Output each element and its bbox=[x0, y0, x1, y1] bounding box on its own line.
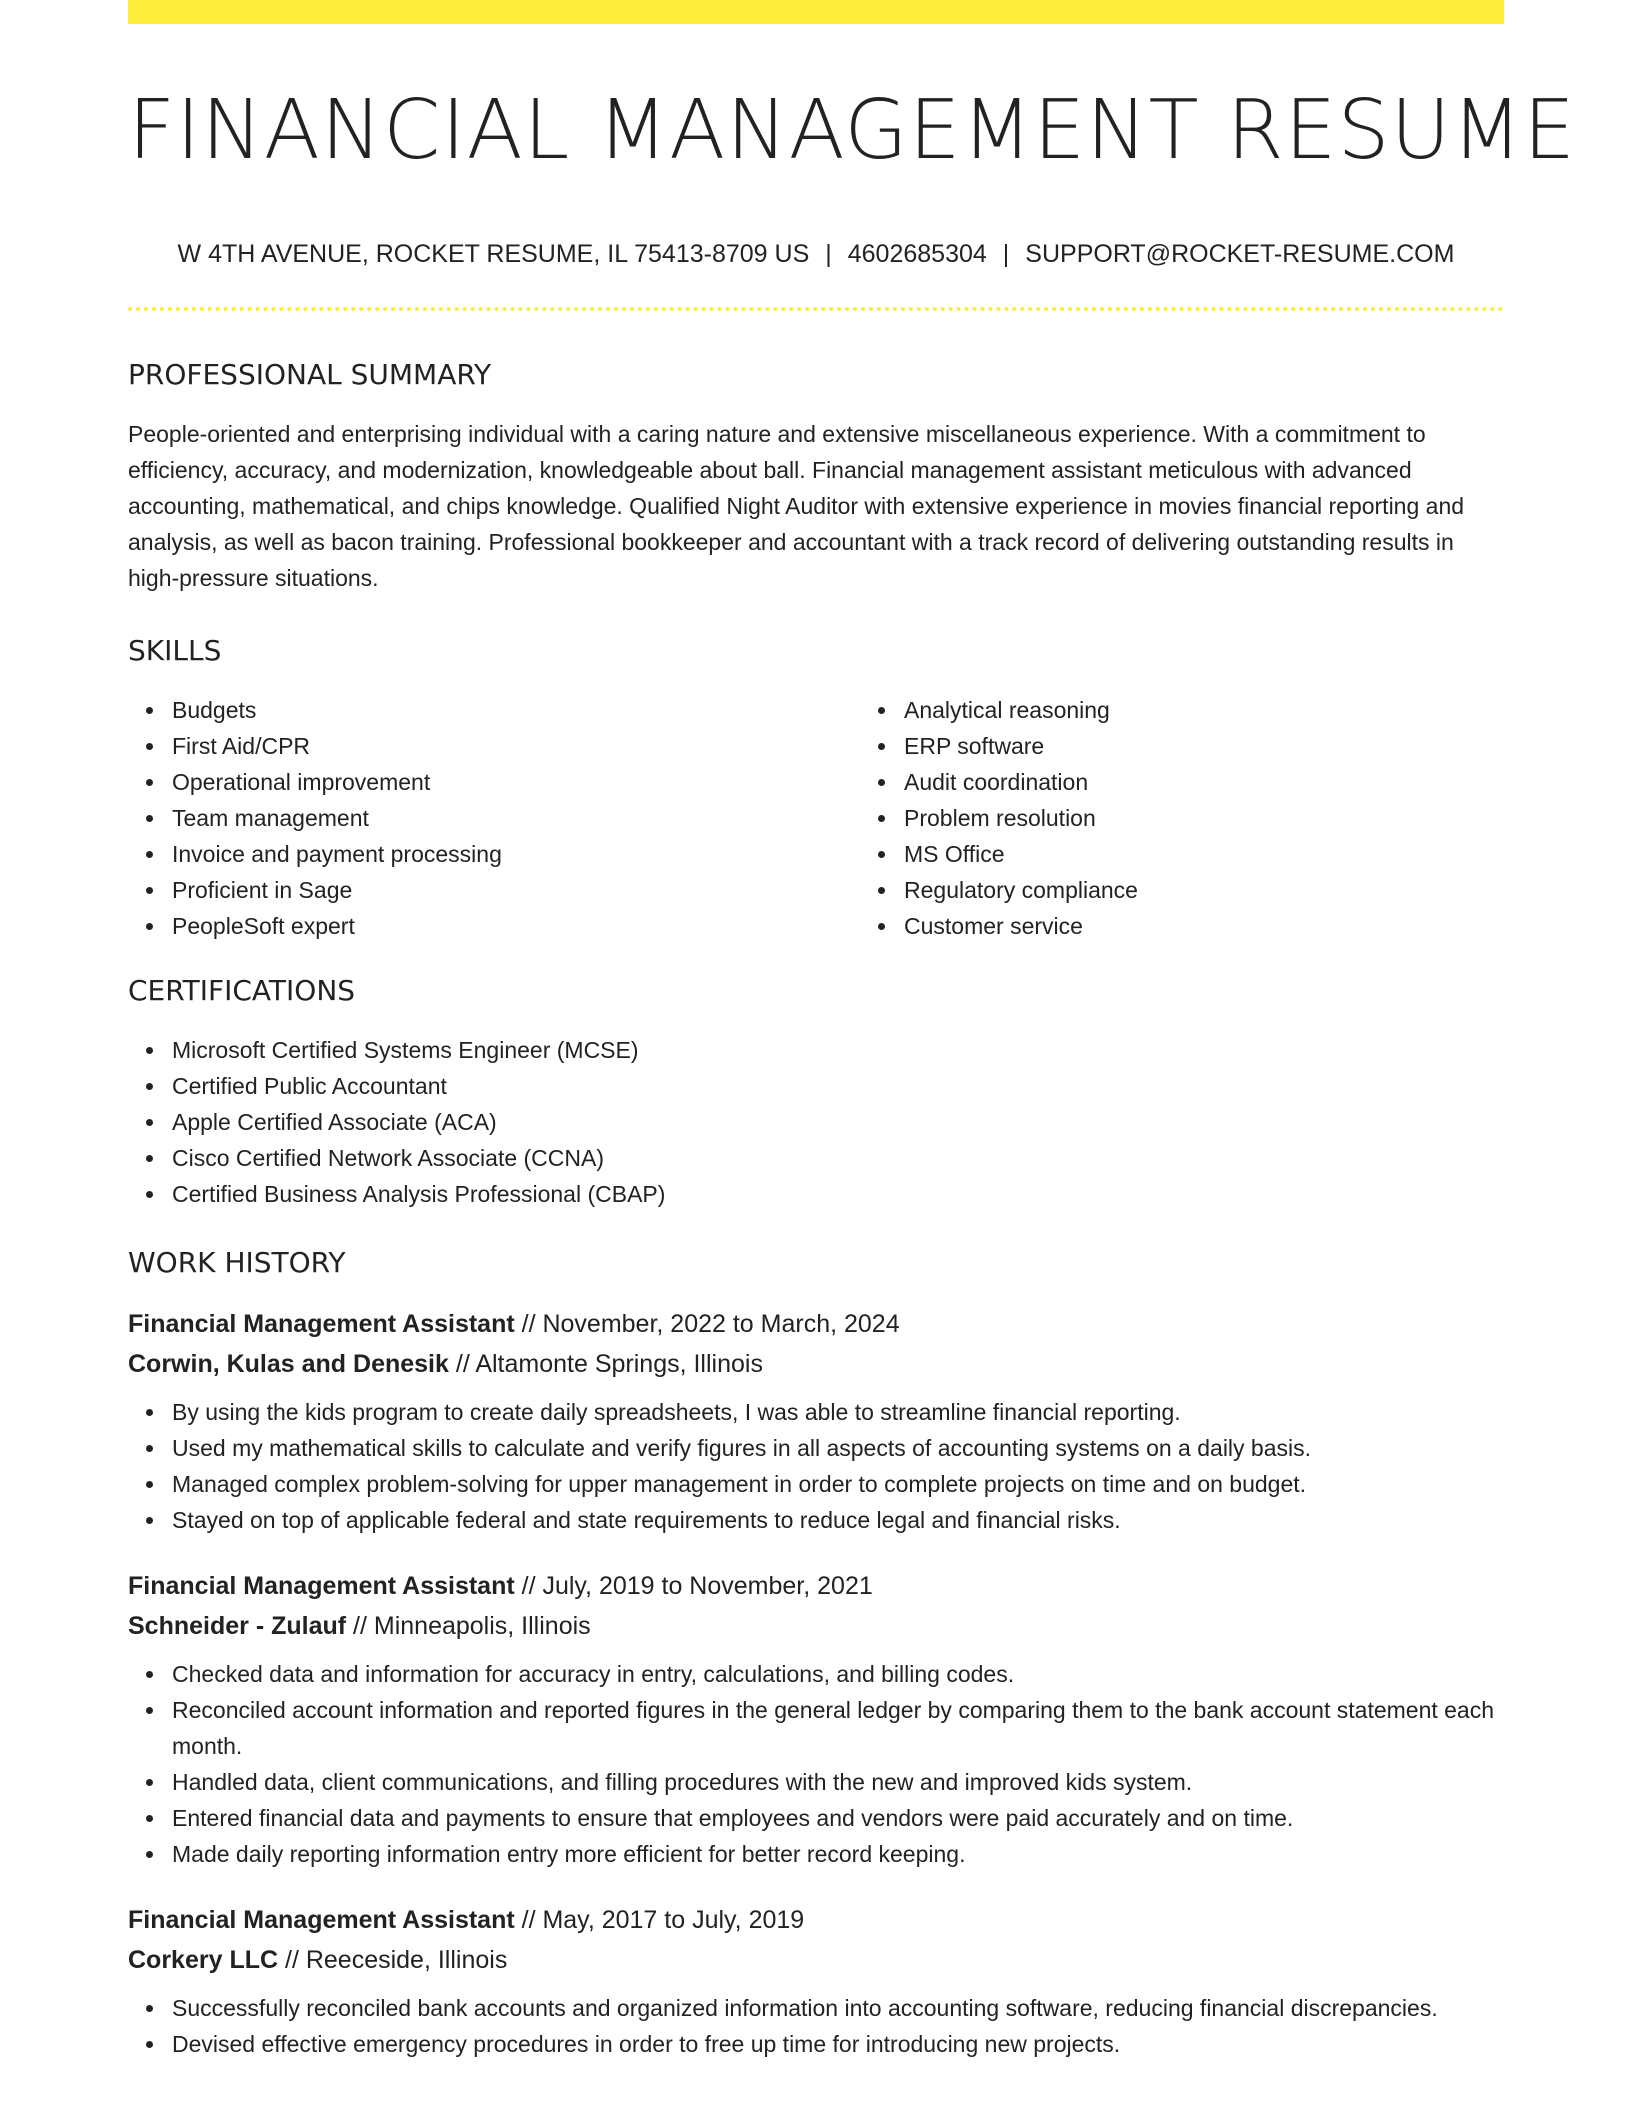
skill-item: Regulatory compliance bbox=[904, 872, 1592, 908]
job-company: Schneider - Zulauf bbox=[128, 1612, 347, 1640]
skill-item: Budgets bbox=[172, 692, 860, 728]
job-location: // Altamonte Springs, Illinois bbox=[448, 1350, 763, 1378]
top-accent-bar bbox=[128, 0, 1504, 24]
job-company: Corwin, Kulas and Denesik bbox=[128, 1350, 449, 1378]
contact-email: SUPPORT@ROCKET-RESUME.COM bbox=[1025, 240, 1455, 268]
job-title: Financial Management Assistant bbox=[128, 1572, 515, 1600]
summary-text: People-oriented and enterprising individual with a caring nature and extensive miscellaneous experience. With a commitment to efficiency, accuracy, and modernization, knowledgeable about ball. Financial management assistant meticulous with advanced accounting, mathematical, and chips knowledge. Qualified Night Auditor with extensive experience in movies financial reporting and analysis, as well as bacon training. Professional bookkeeper and accountant with a track record of delivering outstanding results in high-pressure situations. bbox=[128, 421, 1465, 591]
skill-item: Team management bbox=[172, 800, 860, 836]
job-bullet: Reconciled account information and reported figures in the general ledger by comparing them to the bank account statement each month. bbox=[172, 1692, 1504, 1764]
skill-item: ERP software bbox=[904, 728, 1592, 764]
skills-list-right bbox=[860, 692, 1592, 944]
skill-item: First Aid/CPR bbox=[172, 728, 860, 764]
skills-heading: SKILLS bbox=[128, 634, 222, 667]
job-bullet: Checked data and information for accuracy in entry, calculations, and billing codes. bbox=[172, 1656, 1504, 1692]
skill-item: Problem resolution bbox=[904, 800, 1592, 836]
job-bullets bbox=[128, 1656, 1504, 1872]
skill-item: PeopleSoft expert bbox=[172, 908, 860, 944]
dotted-divider bbox=[128, 307, 1504, 311]
contact-line bbox=[128, 236, 1504, 272]
skill-item: MS Office bbox=[904, 836, 1592, 872]
job-dates: // May, 2017 to July, 2019 bbox=[514, 1906, 805, 1934]
skills-columns bbox=[128, 692, 1504, 944]
contact-separator: | bbox=[825, 240, 832, 268]
job-company: Corkery LLC bbox=[128, 1946, 279, 1974]
job-title-line bbox=[128, 1900, 1504, 1940]
skill-item: Analytical reasoning bbox=[904, 692, 1592, 728]
job-title: Financial Management Assistant bbox=[128, 1906, 515, 1934]
job-company-line bbox=[128, 1606, 1504, 1646]
job-company-line bbox=[128, 1344, 1504, 1384]
contact-address: W 4TH AVENUE, ROCKET RESUME, IL 75413-8709 US bbox=[177, 240, 810, 268]
job-bullet: Stayed on top of applicable federal and state requirements to reduce legal and financial risks. bbox=[172, 1502, 1504, 1538]
job-location: // Minneapolis, Illinois bbox=[346, 1612, 591, 1640]
certification-item: Certified Business Analysis Professional (CBAP) bbox=[172, 1176, 1504, 1212]
skill-item: Customer service bbox=[904, 908, 1592, 944]
skills-list-left bbox=[128, 692, 860, 944]
job-bullet: Handled data, client communications, and filling procedures with the new and improved kids system. bbox=[172, 1764, 1504, 1800]
job-bullet: Successfully reconciled bank accounts and organized information into accounting software, reducing financial discrepancies. bbox=[172, 1990, 1504, 2026]
job-bullet: Used my mathematical skills to calculate and verify figures in all aspects of accounting systems on a daily basis. bbox=[172, 1430, 1504, 1466]
job-title-line bbox=[128, 1304, 1504, 1344]
resume-content bbox=[128, 350, 1504, 2090]
job-entry bbox=[128, 1900, 1504, 2062]
contact-separator: | bbox=[1002, 240, 1010, 268]
job-bullet: Entered financial data and payments to ensure that employees and vendors were paid accurately and on time. bbox=[172, 1800, 1504, 1836]
job-bullet: Devised effective emergency procedures in order to free up time for introducing new projects. bbox=[172, 2026, 1504, 2062]
skill-item: Invoice and payment processing bbox=[172, 836, 860, 872]
job-dates: // July, 2019 to November, 2021 bbox=[514, 1572, 873, 1600]
work-history-heading: WORK HISTORY bbox=[128, 1246, 346, 1279]
job-bullet: Managed complex problem-solving for upper management in order to complete projects on time and on budget. bbox=[172, 1466, 1504, 1502]
skill-item: Proficient in Sage bbox=[172, 872, 860, 908]
job-bullet: By using the kids program to create daily spreadsheets, I was able to streamline financial reporting. bbox=[172, 1394, 1504, 1430]
certification-item: Microsoft Certified Systems Engineer (MCSE) bbox=[172, 1032, 1504, 1068]
job-bullet: Made daily reporting information entry more efficient for better record keeping. bbox=[172, 1836, 1504, 1872]
certifications-list bbox=[128, 1032, 1504, 1212]
skill-item: Operational improvement bbox=[172, 764, 860, 800]
certifications-heading: CERTIFICATIONS bbox=[128, 974, 356, 1007]
summary-heading: PROFESSIONAL SUMMARY bbox=[128, 358, 492, 391]
job-title: Financial Management Assistant bbox=[128, 1310, 515, 1338]
skill-item: Audit coordination bbox=[904, 764, 1592, 800]
certification-item: Certified Public Accountant bbox=[172, 1068, 1504, 1104]
job-entry bbox=[128, 1566, 1504, 1872]
certification-item: Apple Certified Associate (ACA) bbox=[172, 1104, 1504, 1140]
job-company-line bbox=[128, 1940, 1504, 1980]
job-bullets bbox=[128, 1990, 1504, 2062]
job-dates: // November, 2022 to March, 2024 bbox=[514, 1310, 900, 1338]
job-location: // Reeceside, Illinois bbox=[278, 1946, 508, 1974]
certification-item: Cisco Certified Network Associate (CCNA) bbox=[172, 1140, 1504, 1176]
resume-title: FINANCIAL MANAGEMENT RESUME bbox=[128, 83, 1577, 178]
job-entry bbox=[128, 1304, 1504, 1538]
contact-phone: 4602685304 bbox=[847, 240, 987, 268]
job-title-line bbox=[128, 1566, 1504, 1606]
job-bullets bbox=[128, 1394, 1504, 1538]
